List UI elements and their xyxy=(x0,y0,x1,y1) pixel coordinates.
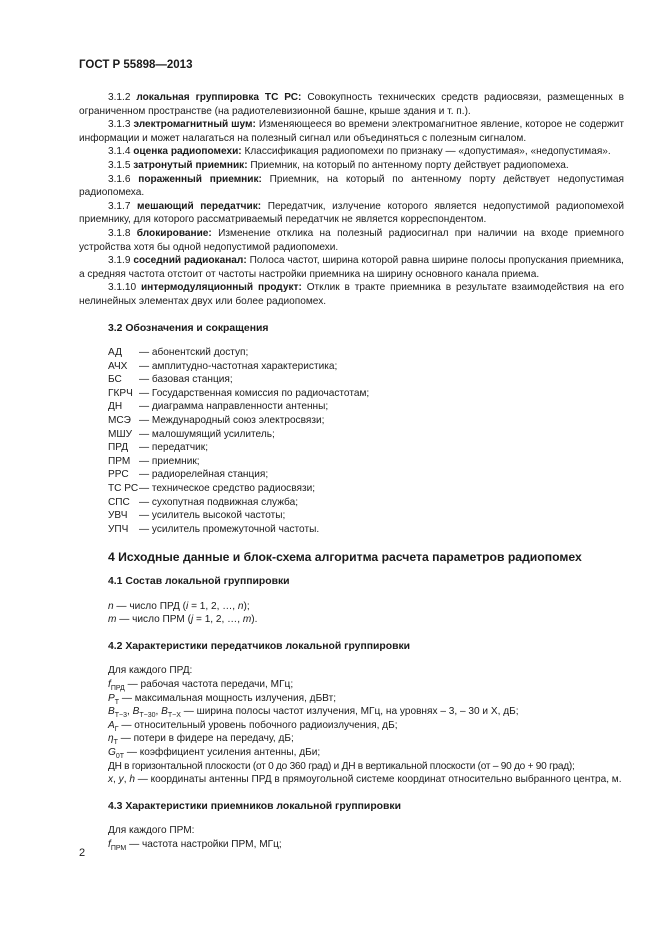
abbreviation-row xyxy=(108,441,624,455)
m-receiver-count: m — число ПРМ (j = 1, 2, …, m). xyxy=(108,614,258,626)
abbreviation-row xyxy=(108,428,624,442)
abbreviation-description: — Международный союз электросвязи; xyxy=(139,415,325,427)
abbreviation-description: — усилитель высокой частоты; xyxy=(139,510,286,522)
definition-paragraph: 3.1.8 блокирование: Изменение отклика на полезный радиосигнал при наличии на входе приемного устройства хотя бы одной недопустимой радиопомехи. xyxy=(79,227,624,253)
page-body xyxy=(79,91,624,852)
abbreviation-row xyxy=(108,360,624,374)
abbreviation-description: — усилитель промежуточной частоты. xyxy=(139,523,320,535)
abbreviation-description: — малошумящий усилитель; xyxy=(139,428,275,440)
abbreviation-term: ТС РС xyxy=(108,483,139,495)
tx-antenna-pattern: ДН в горизонтальной плоскости (от 0 до 360 град) и ДН в вертикальной плоскости (от – 90 до + 90 град); xyxy=(108,760,575,772)
section-4-3-heading: 4.3 Характеристики приемников локальной группировки xyxy=(108,800,401,812)
abbreviation-row xyxy=(108,509,624,523)
abbreviation-term: ДН xyxy=(108,401,123,413)
abbreviation-description: — базовая станция; xyxy=(139,374,233,386)
tx-power: $P_Т$ — максимальная мощность излучения, дБВт; xyxy=(108,692,337,706)
tx-intro: Для каждого ПРД: xyxy=(108,665,193,677)
abbreviation-term: ПРД xyxy=(108,442,129,454)
definition-paragraph: 3.1.5 затронутый приемник: Приемник, на который по антенному порту действует радиопомеха. xyxy=(108,159,569,171)
abbreviation-term: МШУ xyxy=(108,428,133,440)
definition-paragraph: 3.1.7 мешающий передатчик: Передатчик, излучение которого является недопустимой радиопомехой приемнику, для которого рассматриваемый передатчик не является корреспондентом. xyxy=(79,200,624,226)
section-4-1-heading: 4.1 Состав локальной группировки xyxy=(108,576,290,587)
abbreviation-row xyxy=(108,496,624,510)
abbreviation-term: СПС xyxy=(108,496,130,508)
definition-paragraph: 3.1.9 соседний радиоканал: Полоса частот, ширина которой равна ширине полосы пропускания приемника, а средняя частота отстоит от частоты настройки приемника на ширину основного канала приема. xyxy=(79,255,624,280)
abbreviation-term: АЧХ xyxy=(108,360,128,372)
definition-paragraph: 3.1.4 оценка радиопомехи: Классификация радиопомехи по признаку — «допустимая», «недопустимая». xyxy=(108,146,611,158)
abbreviation-term: МСЭ xyxy=(108,415,131,427)
rx-frequency: $f_{ПРМ}$ — частота настройки ПРМ, МГц; xyxy=(108,838,282,852)
section-4-2-heading: 4.2 Характеристики передатчиков локальной группировки xyxy=(108,640,411,652)
abbreviation-row xyxy=(108,346,624,360)
document-header: ГОСТ Р 55898—2013 xyxy=(79,59,193,71)
abbreviation-row xyxy=(108,373,624,387)
abbreviation-description: — Государственная комиссия по радиочастотам; xyxy=(139,387,370,399)
abbreviation-term: УВЧ xyxy=(108,510,128,522)
tx-bandwidth: $B_{Т-3}$, $B_{Т-30}$, $B_{Т-X}$ — ширина полосы частот излучения, МГц, на уровнях – 3, – 30 и Х, дБ; xyxy=(108,706,519,720)
n-transmitter-count: n — число ПРД (i = 1, 2, …, n); xyxy=(108,600,250,612)
tx-coordinates: x, y, h — координаты антенны ПРД в прямоугольной системе координат относительно выбранного центра, м. xyxy=(108,774,622,786)
abbreviation-description: — диаграмма направленности антенны; xyxy=(139,401,329,413)
tx-feeder-loss: $\eta_Т$ — потери в фидере на передачу, дБ; xyxy=(108,733,294,747)
abbreviation-description: — амплитудно-частотная характеристика; xyxy=(139,360,338,372)
abbreviations-list xyxy=(108,346,624,536)
abbreviation-term: АД xyxy=(108,347,122,359)
abbreviation-description: — передатчик; xyxy=(139,442,209,454)
tx-frequency: $f_{ПРД}$ — рабочая частота передачи, МГц; xyxy=(108,678,294,692)
section-3-2-heading: 3.2 Обозначения и сокращения xyxy=(108,322,269,334)
abbreviation-row xyxy=(108,523,624,537)
definitions-list xyxy=(79,91,624,309)
tx-antenna-gain: $G_{0Т}$ — коэффициент усиления антенны, дБи; xyxy=(108,746,321,760)
definition-paragraph: 3.1.10 интермодуляционный продукт: Отклик в тракте приемника в результате взаимодействия на его нелинейных элементах двух или более радиопомех. xyxy=(79,282,625,307)
definition-paragraph: 3.1.6 пораженный приемник: Приемник, на который по антенному порту действует недопустимая радиопомеха. xyxy=(79,173,624,199)
abbreviation-term: УПЧ xyxy=(108,523,129,535)
section-4-heading: 4 Исходные данные и блок-схема алгоритма расчета параметров радиопомех xyxy=(108,550,582,565)
abbreviation-description: — приемник; xyxy=(139,455,200,467)
abbreviation-term: РРС xyxy=(108,469,129,481)
abbreviation-term: БС xyxy=(108,374,122,386)
abbreviation-row xyxy=(108,387,624,401)
abbreviation-row xyxy=(108,400,624,414)
abbreviation-term: ПРМ xyxy=(108,455,131,467)
abbreviation-description: — радиорелейная станция; xyxy=(139,469,269,481)
tx-spurious-level: $A_Г$ — относительный уровень побочного радиоизлучения, дБ; xyxy=(108,719,398,733)
abbreviation-term: ГКРЧ xyxy=(108,387,133,399)
abbreviation-row xyxy=(108,482,624,496)
rx-intro: Для каждого ПРМ: xyxy=(108,825,195,837)
definition-paragraph: 3.1.2 локальная группировка ТС РС: Совокупность технических средств радиосвязи, размещенных в ограниченном пространстве (на радиотелевизионной башне, крыше здания и т. п.). xyxy=(79,92,625,117)
abbreviation-description: — техническое средство радиосвязи; xyxy=(139,483,316,495)
abbreviation-row xyxy=(108,455,624,469)
page-number: 2 xyxy=(79,847,86,859)
abbreviation-row xyxy=(108,414,624,428)
abbreviation-row xyxy=(108,468,624,482)
abbreviation-description: — сухопутная подвижная служба; xyxy=(139,496,299,508)
definition-paragraph: 3.1.3 электромагнитный шум: Изменяющееся во времени электромагнитное явление, которое не содержит информации и может налагаться на полезный сигнал или объединяться с полезным сигналом. xyxy=(79,119,624,144)
abbreviation-description: — абонентский доступ; xyxy=(139,347,249,359)
